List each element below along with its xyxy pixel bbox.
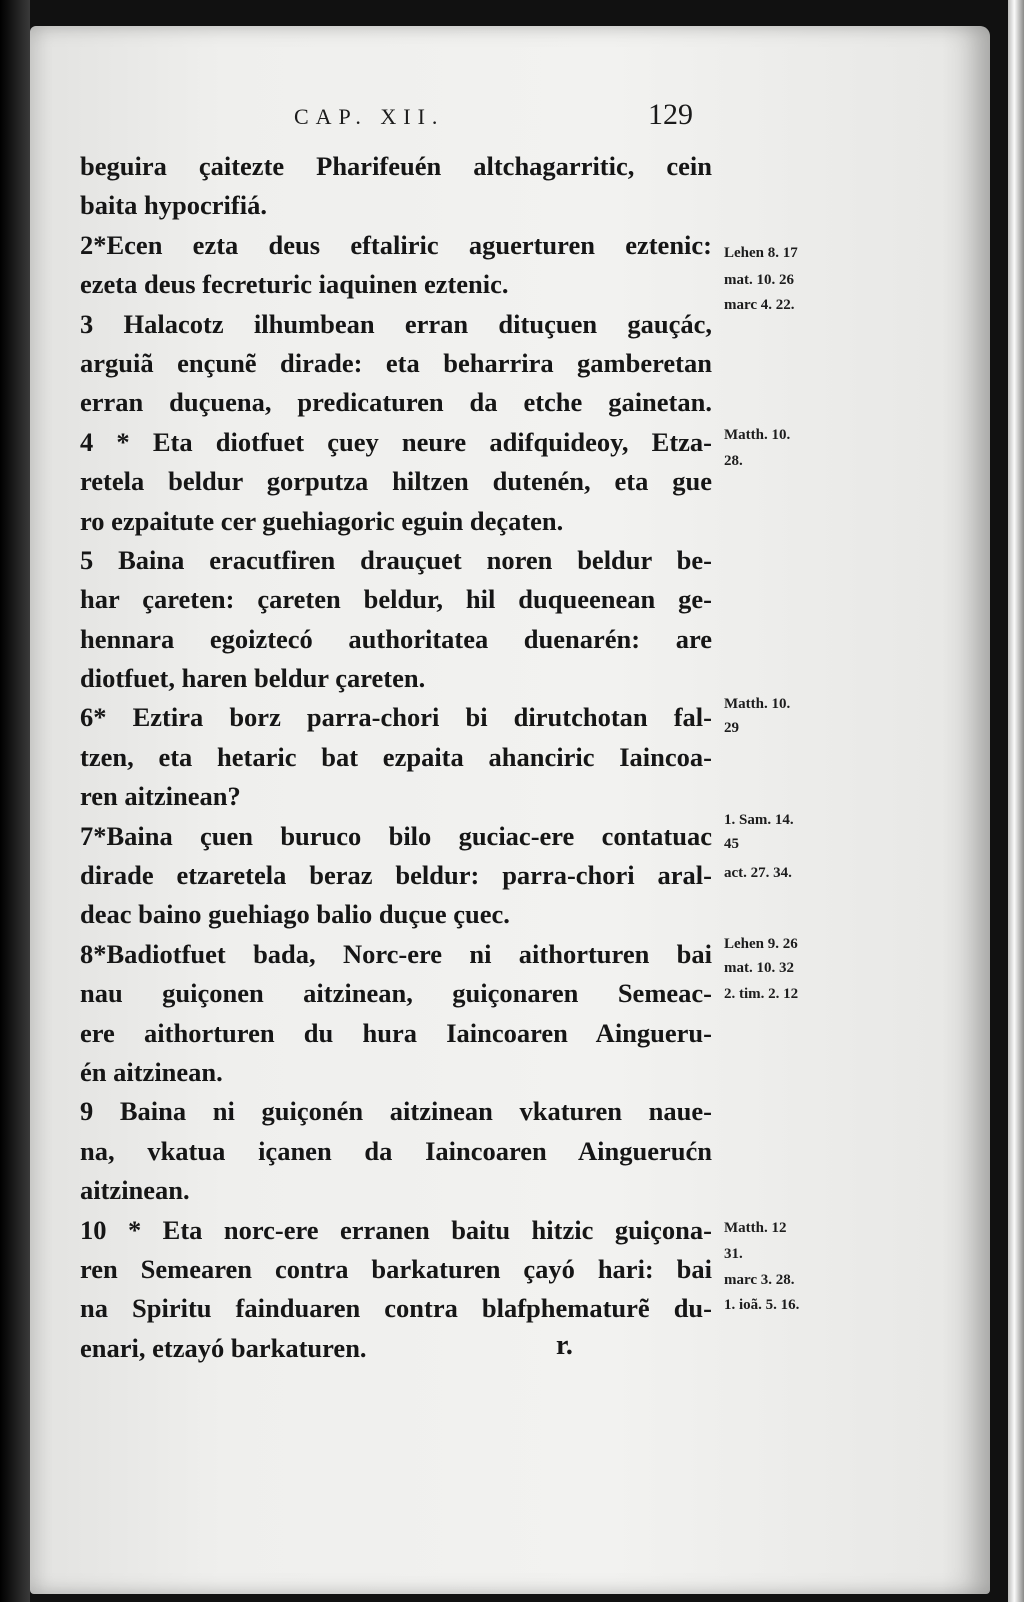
text-line: har çareten: çareten beldur, hil duqueenean ge- <box>80 584 712 615</box>
text-line: diotfuet, haren beldur çareten. <box>80 663 426 694</box>
margin-note: mat. 10. 32 <box>724 960 794 976</box>
margin-note: 2. tim. 2. 12 <box>724 986 799 1002</box>
margin-note: 1. Sam. 14. <box>724 812 794 828</box>
text-line: na, vkatua içanen da Iaincoaren Ainguerućn <box>80 1135 712 1166</box>
text-line: erran duçuena, predicaturen da etche gainetan. <box>80 387 712 418</box>
text-line: arguiã ençunẽ dirade: eta beharrira gamberetan <box>80 347 712 378</box>
margin-note: act. 27. 34. <box>724 865 792 881</box>
margin-note: marc 3. 28. <box>724 1272 795 1288</box>
text-line: nau guiçonen aitzinean, guiçonaren Semeac- <box>80 978 712 1009</box>
text-line: 4 * Eta diotfuet çuey neure adifquideoy, Etza- <box>80 426 712 457</box>
text-line: aitzinean. <box>80 1175 190 1206</box>
text-line: 7*Baina çuen buruco bilo guciac-ere contatuac <box>80 820 712 851</box>
text-line: enari, etzayó barkaturen. <box>80 1332 367 1363</box>
text-line: ren aitzinean? <box>80 781 241 812</box>
text-line: ren Semearen contra barkaturen çayó hari: bai <box>80 1253 712 1284</box>
text-line: na Spiritu fainduaren contra blafphematurẽ du- <box>80 1293 712 1324</box>
margin-note: mat. 10. 26 <box>724 272 794 288</box>
margin-note: 45 <box>724 836 739 852</box>
text-line: 2*Ecen ezta deus eftaliric aguerturen eztenic: <box>80 229 712 260</box>
margin-note: 28. <box>724 453 743 469</box>
margin-note: Matth. 10. <box>724 696 791 712</box>
margin-note: 31. <box>724 1246 743 1262</box>
text-line: beguira çaitezte Pharifeuén altchagarritic, cein <box>80 151 712 181</box>
text-line: 10 * Eta norc-ere erranen baitu hitzic guiçona- <box>80 1214 712 1245</box>
text-line: 9 Baina ni guiçonén aitzinean vkaturen naue- <box>80 1096 712 1127</box>
margin-note: 1. ioã. 5. 16. <box>724 1297 800 1313</box>
text-line: hennara egoiztecó authoritatea duenarén: are <box>80 623 712 654</box>
text-line: 8*Badiotfuet bada, Norc-ere ni aithorturen bai <box>80 938 712 969</box>
margin-note: Matth. 12 <box>724 1220 787 1236</box>
text-line: én aitzinean. <box>80 1056 223 1087</box>
text-line: retela beldur gorputza hiltzen dutenén, eta gue <box>80 466 712 497</box>
text-line: baita hypocrifiá. <box>80 190 267 221</box>
text-line: 3 Halacotz ilhumbean erran dituçuen gauçác, <box>80 308 712 339</box>
signature-mark: r. <box>556 1330 573 1361</box>
page-number: 129 <box>648 98 693 131</box>
margin-note: Lehen 8. 17 <box>724 245 798 261</box>
margin-note: marc 4. 22. <box>724 297 795 313</box>
text-line: dirade etzaretela beraz beldur: parra-chori aral- <box>80 860 712 891</box>
margin-note: 29 <box>724 720 739 736</box>
text-line: ere aithorturen du hura Iaincoaren Aingueru- <box>80 1017 712 1048</box>
margin-note: Matth. 10. <box>724 427 791 443</box>
text-line: tzen, eta hetaric bat ezpaita ahanciric Iaincoa- <box>80 741 712 772</box>
text-line: ezeta deus fecreturic iaquinen eztenic. <box>80 269 509 300</box>
margin-note: Lehen 9. 26 <box>724 936 798 952</box>
text-line: 6* Eztira borz parra-chori bi dirutchotan fal- <box>80 702 712 733</box>
text-line: deac baino guehiago balio duçue çuec. <box>80 899 510 930</box>
running-title: CAP. XII. <box>294 104 445 129</box>
text-line: 5 Baina eracutfiren drauçuet noren beldur be- <box>80 544 712 575</box>
text-line: ro ezpaitute cer guehiagoric eguin deçaten. <box>80 505 564 536</box>
